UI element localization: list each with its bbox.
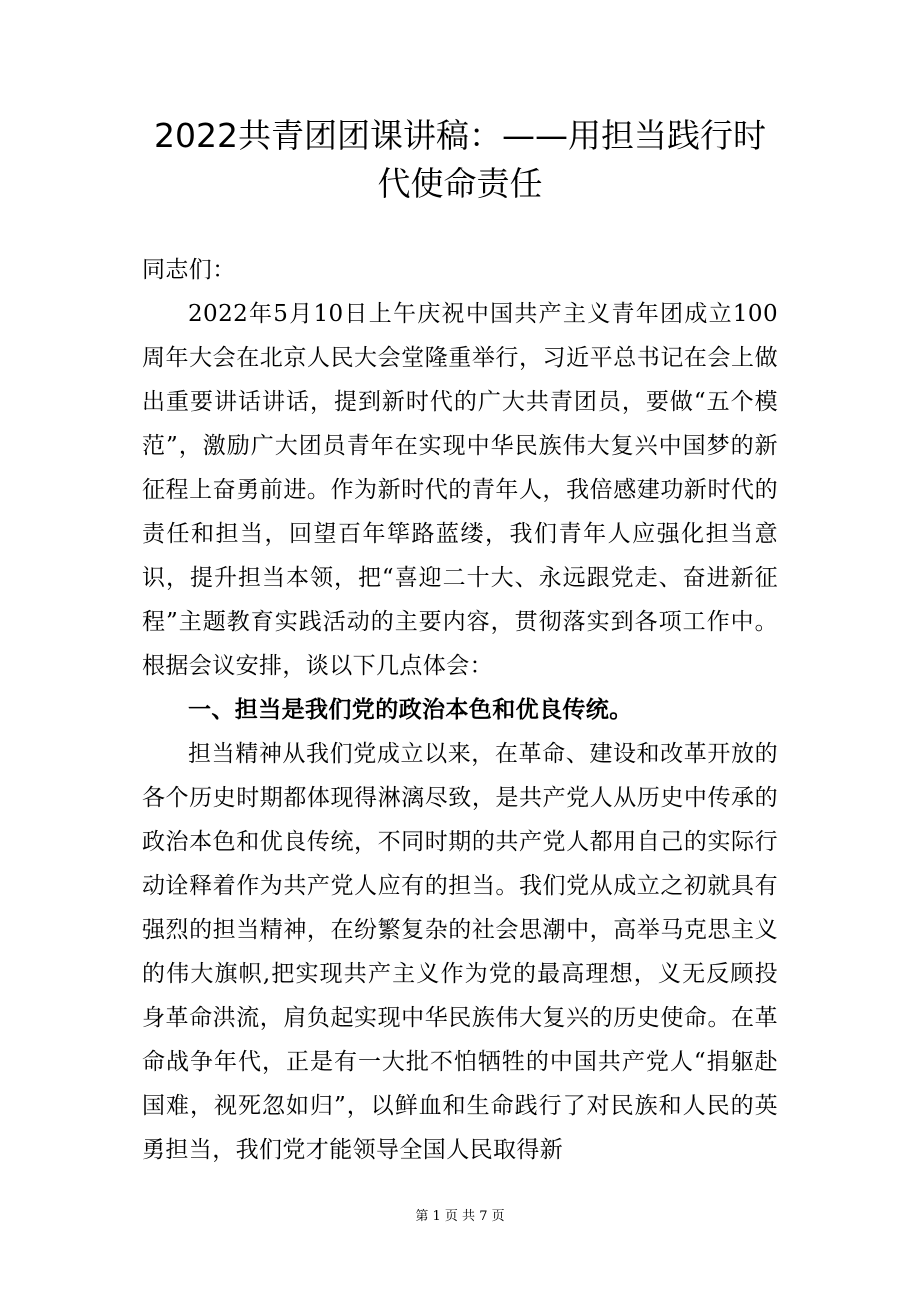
paragraph-intro: 2022年5月10日上午庆祝中国共产主义青年团成立100周年大会在北京人民大会堂隆重举行，习近平总书记在会上做出重要讲话讲话，提到新时代的广大共青团员，要做“五个模范”，激励广大团员青年在实现中华民族伟大复兴中国梦的新征程上奋勇前进。作为新时代的青年人，我倍感建功新时代的责任和担当，回望百年筚路蓝缕，我们青年人应强化担当意识，提升担当本领，把“喜迎二十大、永远跟党走、奋进新征程”主题教育实践活动的主要内容，贯彻落实到各项工作中。根据会议安排，谈以下几点体会： <box>142 301 778 679</box>
page-footer: 第 1 页 共 7 页 <box>415 1209 505 1224</box>
document-body <box>142 248 778 1172</box>
greeting: 同志们： <box>142 257 236 283</box>
document-title <box>130 112 790 208</box>
paragraph-section-1: 担当精神从我们党成立以来，在革命、建设和改革开放的各个历史时期都体现得淋漓尽致，是共产党人从历史中传承的政治本色和优良传统，不同时期的共产党人都用自己的实际行动诠释着作为共产党人应有的担当。我们党从成立之初就具有强烈的担当精神，在纷繁复杂的社会思潮中，高举马克思主义的伟大旗帜,把实现共产主义作为党的最高理想，义无反顾投身革命洪流，肩负起实现中华民族伟大复兴的历史使命。在革命战争年代，正是有一大批不怕牺牲的中国共产党人“捐躯赴国难，视死忽如归”，以鲜血和生命践行了对民族和人民的英勇担当，我们党才能领导全国人民取得新 <box>142 741 778 1163</box>
section-heading-1: 一、担当是我们党的政治本色和优良传统。 <box>188 697 633 723</box>
title-line-1: 2022共青团团课讲稿：——用担当践行时 <box>154 116 766 155</box>
title-line-2: 代使命责任 <box>377 164 543 203</box>
